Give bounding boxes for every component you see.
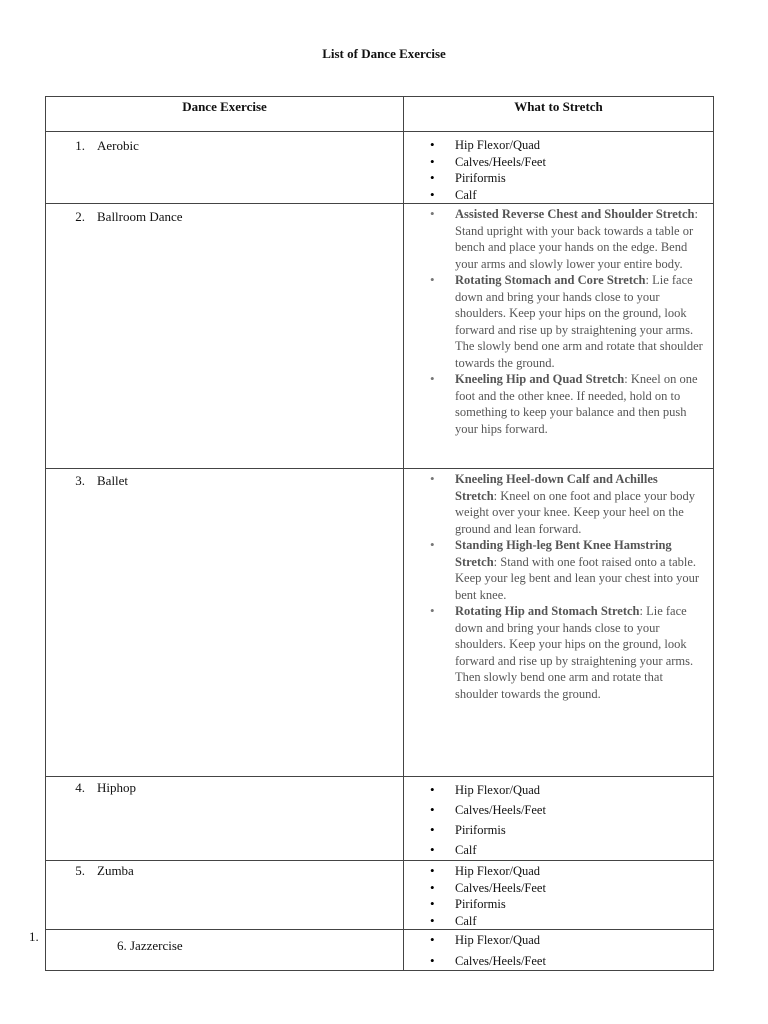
stretch-description: : Stand upright with your back towards a table or bench and place your hands on the edge. Bend your arms and slowly lower your entire body.: [455, 207, 698, 271]
list-item: [404, 537, 713, 603]
row-number: 3.: [75, 473, 85, 488]
list-item: [404, 371, 713, 437]
table-row: [46, 930, 714, 971]
stretch-cell: [404, 469, 714, 777]
stretch-cell: [404, 777, 714, 861]
exercise-cell: [46, 469, 404, 777]
list-item: • Calf: [404, 840, 713, 860]
list-item: • Calf: [404, 187, 713, 204]
exercise-name: Hiphop: [97, 780, 136, 795]
list-item: • Piriformis: [404, 170, 713, 187]
list-item: • Piriformis: [404, 896, 713, 913]
dance-exercise-table: [45, 96, 714, 971]
exercise-name: Ballroom Dance: [97, 209, 183, 224]
list-item: • Calf: [404, 913, 713, 930]
list-item: • Piriformis: [404, 820, 713, 840]
row-number: 5.: [75, 863, 85, 878]
stretch-description: : Lie face down and bring your hands close to your shoulders. Keep your hips on the ground, look forward and rise up by straightening your arms. Then slowly bend one arm and rotate that shoulder towards the ground.: [455, 604, 694, 701]
header-dance-exercise: Dance Exercise: [46, 97, 404, 132]
exercise-cell: [46, 930, 404, 971]
exercise-cell: [46, 132, 404, 204]
stretch-list: [404, 930, 713, 969]
table-row: [46, 861, 714, 930]
list-item: [404, 272, 713, 371]
list-item: [404, 471, 713, 537]
stretch-description: : Lie face down and bring your hands close to your shoulders. Keep your hips on the ground, look forward and rise up by straightening your arms. The slowly bend one arm and rotate that shoulder towards the ground.: [455, 273, 703, 370]
exercise-name: Ballet: [97, 473, 129, 488]
stretch-list: [404, 132, 713, 203]
list-item: [404, 603, 713, 702]
header-what-to-stretch: What to Stretch: [404, 97, 714, 132]
stretch-description: : Stand with one foot raised onto a table. Keep your leg bent and lean your chest into your bent knee.: [455, 554, 700, 602]
list-item: • Hip Flexor/Quad: [404, 137, 713, 154]
row-number: 6.: [117, 938, 127, 953]
list-item: • Calves/Heels/Feet: [404, 880, 713, 897]
stretch-name: Rotating Stomach and Core Stretch: [455, 273, 646, 287]
table-row: [46, 469, 714, 777]
stretch-list: [404, 469, 713, 702]
table-row: [46, 204, 714, 469]
stretch-cell: [404, 861, 714, 930]
stretch-name: Assisted Reverse Chest and Shoulder Stretch: [455, 207, 695, 221]
table-row: [46, 132, 714, 204]
stretch-name: Kneeling Heel-down Calf and Achilles Stretch: [455, 472, 658, 503]
exercise-cell: [46, 861, 404, 930]
table-row: [46, 777, 714, 861]
table-header-row: [46, 97, 714, 132]
stretch-description: : Kneel on one foot and the other knee. If needed, hold on to something to keep your balance and then push your hips forward.: [455, 372, 698, 436]
stretch-description: : Kneel on one foot and place your body weight over your knee. Keep your heel on the ground and lean forward.: [455, 488, 695, 536]
row-number: 4.: [75, 780, 85, 795]
stretch-name: Standing High-leg Bent Knee Hamstring Stretch: [455, 538, 672, 569]
document-title: List of Dance Exercise: [322, 46, 446, 61]
exercise-name: Aerobic: [97, 138, 139, 153]
stretch-list: [404, 777, 713, 860]
list-item: • Calves/Heels/Feet: [404, 953, 713, 970]
list-item: • Hip Flexor/Quad: [404, 863, 713, 880]
row-number: 1.: [75, 138, 85, 153]
stretch-name: Rotating Hip and Stomach Stretch: [455, 604, 640, 618]
list-item: • Hip Flexor/Quad: [404, 780, 713, 800]
exercise-name: Zumba: [97, 863, 134, 878]
list-item: [404, 206, 713, 272]
stretch-list: [404, 204, 713, 437]
list-item: • Hip Flexor/Quad: [404, 932, 713, 949]
stretch-cell: [404, 930, 714, 971]
list-item: • Calves/Heels/Feet: [404, 800, 713, 820]
row-number: 2.: [75, 209, 85, 224]
stretch-cell: [404, 132, 714, 204]
stretch-name: Kneeling Hip and Quad Stretch: [455, 372, 625, 386]
stretch-cell: [404, 204, 714, 469]
exercise-cell: [46, 204, 404, 469]
stretch-list: [404, 861, 713, 929]
stray-list-marker: 1.: [29, 929, 39, 944]
list-item: • Calves/Heels/Feet: [404, 154, 713, 171]
exercise-cell: [46, 777, 404, 861]
exercise-name: Jazzercise: [130, 938, 183, 953]
